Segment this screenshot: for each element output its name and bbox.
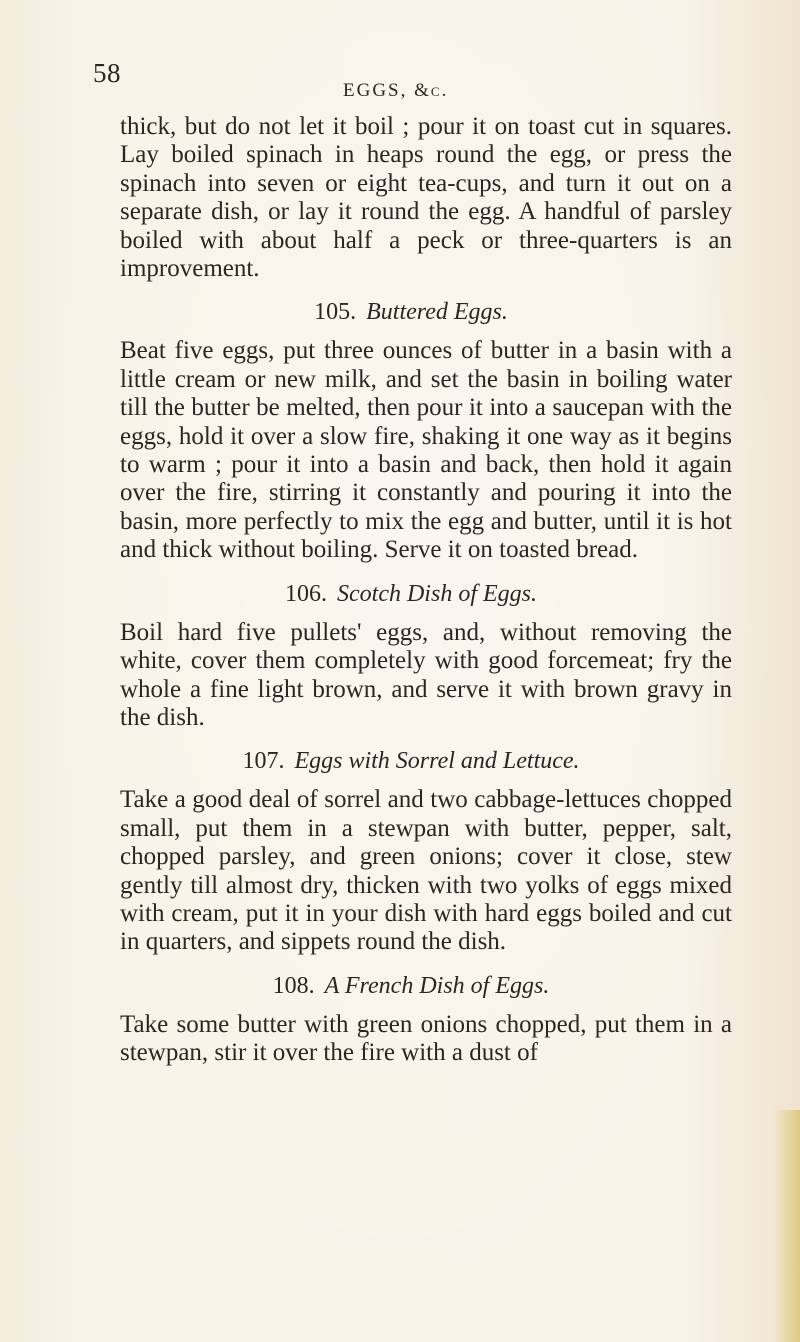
recipe-heading-107 xyxy=(120,747,732,775)
recipe-number: 106. xyxy=(285,580,327,607)
recipe-text-108: Take some butter with green onions chopped, put them in a stewpan, stir it over the fire with a dust of xyxy=(120,1010,732,1067)
recipe-heading-108 xyxy=(120,972,732,1000)
recipe-text-107: Take a good deal of sorrel and two cabbage-lettuces chopped small, put them in a stewpan with butter, pepper, salt, chopped parsley, and green onions; cover it close, stew gently till almost dry, thicken with two yolks of eggs mixed with cream, put it in your dish with hard eggs boiled and cut in quarters, and sippets round the dish. xyxy=(120,786,732,956)
page-header xyxy=(93,58,690,101)
running-head: EGGS, &c. xyxy=(343,80,449,101)
recipe-number: 107. xyxy=(242,748,285,775)
recipe-title: Eggs with Sorrel and Lettuce. xyxy=(294,748,580,775)
recipe-title: Buttered Eggs. xyxy=(366,299,508,326)
recipe-heading-105 xyxy=(120,298,732,326)
recipe-number: 108. xyxy=(272,972,315,999)
page-number: 58 xyxy=(93,58,121,88)
opening-paragraph: thick, but do not let it boil ; pour it on toast cut in squares. Lay boiled spinach in heaps round the egg, or press the spinach into seven or eight tea-cups, and turn it out on a separate dish, or lay it round the egg. A handful of parsley boiled with about half a peck or three-quarters is an improvement. xyxy=(120,113,732,283)
recipe-text-106: Boil hard five pullets' eggs, and, without removing the white, cover them completely with good forcemeat; fry the whole a fine light brown, and serve it with brown gravy in the dish. xyxy=(120,618,732,731)
recipe-title: Scotch Dish of Eggs. xyxy=(337,580,537,607)
recipe-text-105: Beat five eggs, put three ounces of butter in a basin with a little cream or new milk, and set the basin in boiling water till the butter be melted, then pour it into a saucepan with the eggs, hold it over a slow fire, shaking it one way as it begins to warm ; pour it into a basin and back, then hold it again over the fire, stirring it constantly and pouring it into the basin, more perfectly to mix the egg and butter, until it is hot and thick without boiling. Serve it on toasted bread. xyxy=(120,337,732,564)
recipe-heading-106 xyxy=(120,580,732,608)
recipe-title: A French Dish of Eggs. xyxy=(324,972,550,999)
page-edge-stain xyxy=(774,1110,800,1342)
page-text xyxy=(120,113,732,1068)
recipe-number: 105. xyxy=(314,299,357,326)
